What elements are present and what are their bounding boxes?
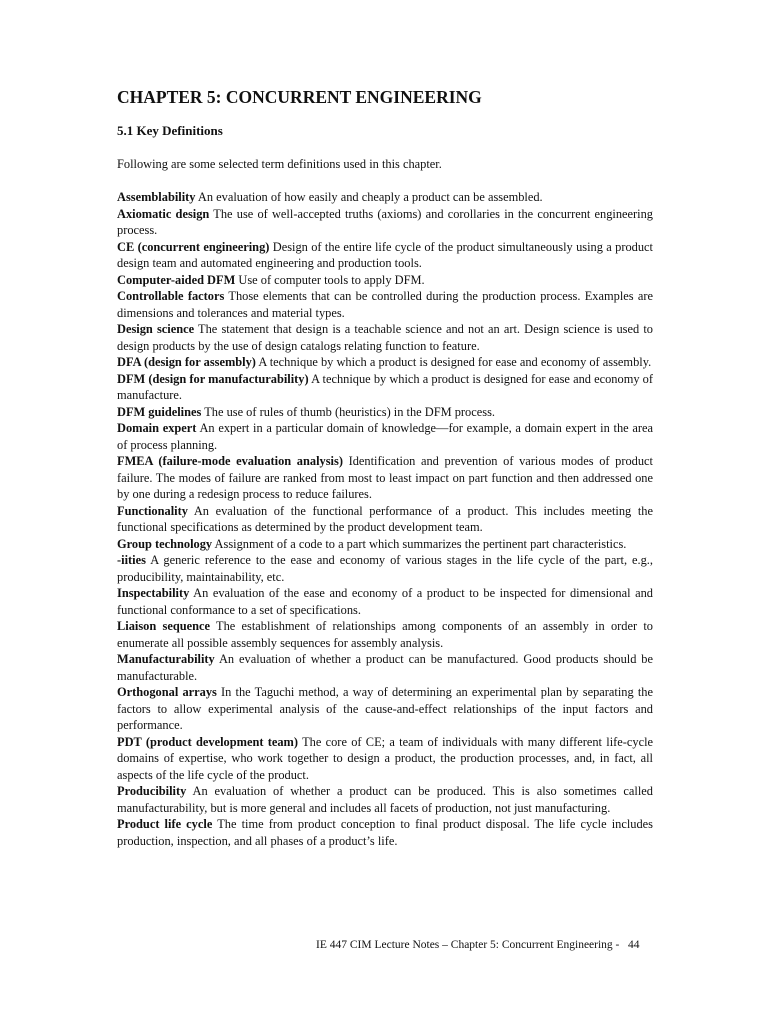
definition-text: The use of well-accepted truths (axioms) and corollaries in the concurrent engineering process. [117, 206, 654, 237]
definition-item [117, 618, 653, 651]
section-title: 5.1 Key Definitions [117, 123, 223, 138]
definition-text: Use of computer tools to apply DFM. [238, 272, 425, 287]
page-footer: IE 447 CIM Lecture Notes – Chapter 5: Concurrent Engineering - 44 [316, 939, 640, 951]
definition-term: Assemblability [117, 190, 196, 204]
definition-term: Axiomatic design [117, 206, 210, 221]
definition-text: A technique by which a product is designed for ease and economy of assembly. [258, 355, 652, 369]
definition-item [117, 816, 653, 849]
definition-item [117, 684, 653, 734]
definition-term: Computer-aided DFM [117, 272, 236, 287]
intro-paragraph: Following are some selected term definitions used in this chapter. [117, 157, 442, 171]
definition-item [117, 321, 653, 354]
definition-term: Orthogonal arrays [117, 685, 217, 699]
definition-item [117, 651, 653, 684]
definition-text: The establishment of relationships among components of an assembly in order to enumerate all possible assembly sequences for assembly analysis. [117, 619, 653, 650]
definition-text: The statement that design is a teachable science and not an art. Design science is used to design products by the use of design catalogs relating function to feature. [117, 322, 653, 353]
definition-item [117, 734, 653, 784]
chapter-title: CHAPTER 5: CONCURRENT ENGINEERING [117, 87, 482, 107]
definition-term: Product life cycle [117, 817, 213, 831]
definition-term: Design science [117, 322, 195, 336]
definition-text: Identification and prevention of various modes of product failure. The modes of failure are ranked from most to least impact on part function and then addressed one by one during a redesign process to reduce failures. [117, 454, 653, 501]
definition-item [117, 354, 653, 371]
definition-term: Domain expert [117, 421, 197, 435]
definitions-list [117, 189, 653, 849]
definition-term: DFA (design for assembly) [117, 355, 256, 369]
definition-text: An evaluation of whether a product can be manufactured. Good products should be manufacturable. [117, 652, 654, 683]
definition-term: -iities [117, 553, 146, 567]
definition-term: Producibility [117, 784, 187, 798]
definition-item [117, 420, 653, 453]
definition-term: Controllable factors [117, 289, 225, 303]
definition-term: Manufacturability [117, 652, 215, 666]
document-page [117, 86, 653, 849]
definition-text: The use of rules of thumb (heuristics) in the DFM process. [204, 404, 495, 419]
definition-text: In the Taguchi method, a way of determining an experimental plan by separating the factors to allow experimental analysis of the cause-and-effect relationships of the input factors and performance. [117, 685, 654, 732]
definition-item [117, 783, 653, 816]
definition-text: An expert in a particular domain of knowledge—for example, a domain expert in the area of process planning. [117, 421, 653, 452]
definition-item [117, 371, 653, 404]
definition-text: An evaluation of the functional performance of a product. This includes meeting the functional specifications as determined by the product development team. [117, 503, 653, 534]
definition-term: Functionality [117, 503, 188, 518]
definition-item [117, 272, 653, 289]
definition-text: A generic reference to the ease and economy of various stages in the life cycle of the part, e.g., producibility, maintainability, etc. [117, 553, 653, 584]
definition-term: FMEA (failure-mode evaluation analysis) [117, 454, 343, 468]
definition-term: Liaison sequence [117, 619, 210, 633]
definition-text: The time from product conception to final product disposal. The life cycle includes production, inspection, and all phases of a product’s life. [117, 817, 654, 848]
definition-item [117, 206, 653, 239]
definition-item [117, 453, 653, 503]
definition-item [117, 536, 653, 553]
definition-text: An evaluation of whether a product can be produced. This is also sometimes called manufacturability, but is more general and includes all facets of production, not just manufacturing. [117, 784, 653, 815]
definition-item [117, 585, 653, 618]
definition-text: An evaluation of how easily and cheaply a product can be assembled. [197, 190, 543, 204]
definition-item [117, 239, 653, 272]
definition-text: The core of CE; a team of individuals with many different life-cycle domains of expertise, who work together to design a product, the production processes, and, in fact, all aspects of the life cycle of the product. [117, 734, 654, 782]
definition-term: CE (concurrent engineering) [117, 239, 270, 254]
definition-text: An evaluation of the ease and economy of a product to be inspected for dimensional and functional conformance to a set of specifications. [117, 586, 653, 617]
definition-text: Assignment of a code to a part which summarizes the pertinent part characteristics. [214, 536, 627, 551]
definition-item [117, 404, 653, 421]
definition-term: Group technology [117, 536, 213, 551]
definition-item [117, 552, 653, 585]
definition-term: Inspectability [117, 586, 190, 600]
definition-term: PDT (product development team) [117, 734, 299, 749]
definition-item [117, 189, 653, 206]
definition-text: Those elements that can be controlled during the production process. Examples are dimensions and tolerances and material types. [117, 289, 654, 320]
definition-text: Design of the entire life cycle of the product simultaneously using a product design team and automated engineering and production tools. [117, 239, 653, 270]
definition-text: A technique by which a product is designed for ease and economy of manufacture. [117, 371, 653, 402]
definition-item [117, 503, 653, 536]
definition-term: DFM (design for manufacturability) [117, 371, 309, 386]
definition-term: DFM guidelines [117, 404, 202, 419]
definition-item [117, 288, 653, 321]
